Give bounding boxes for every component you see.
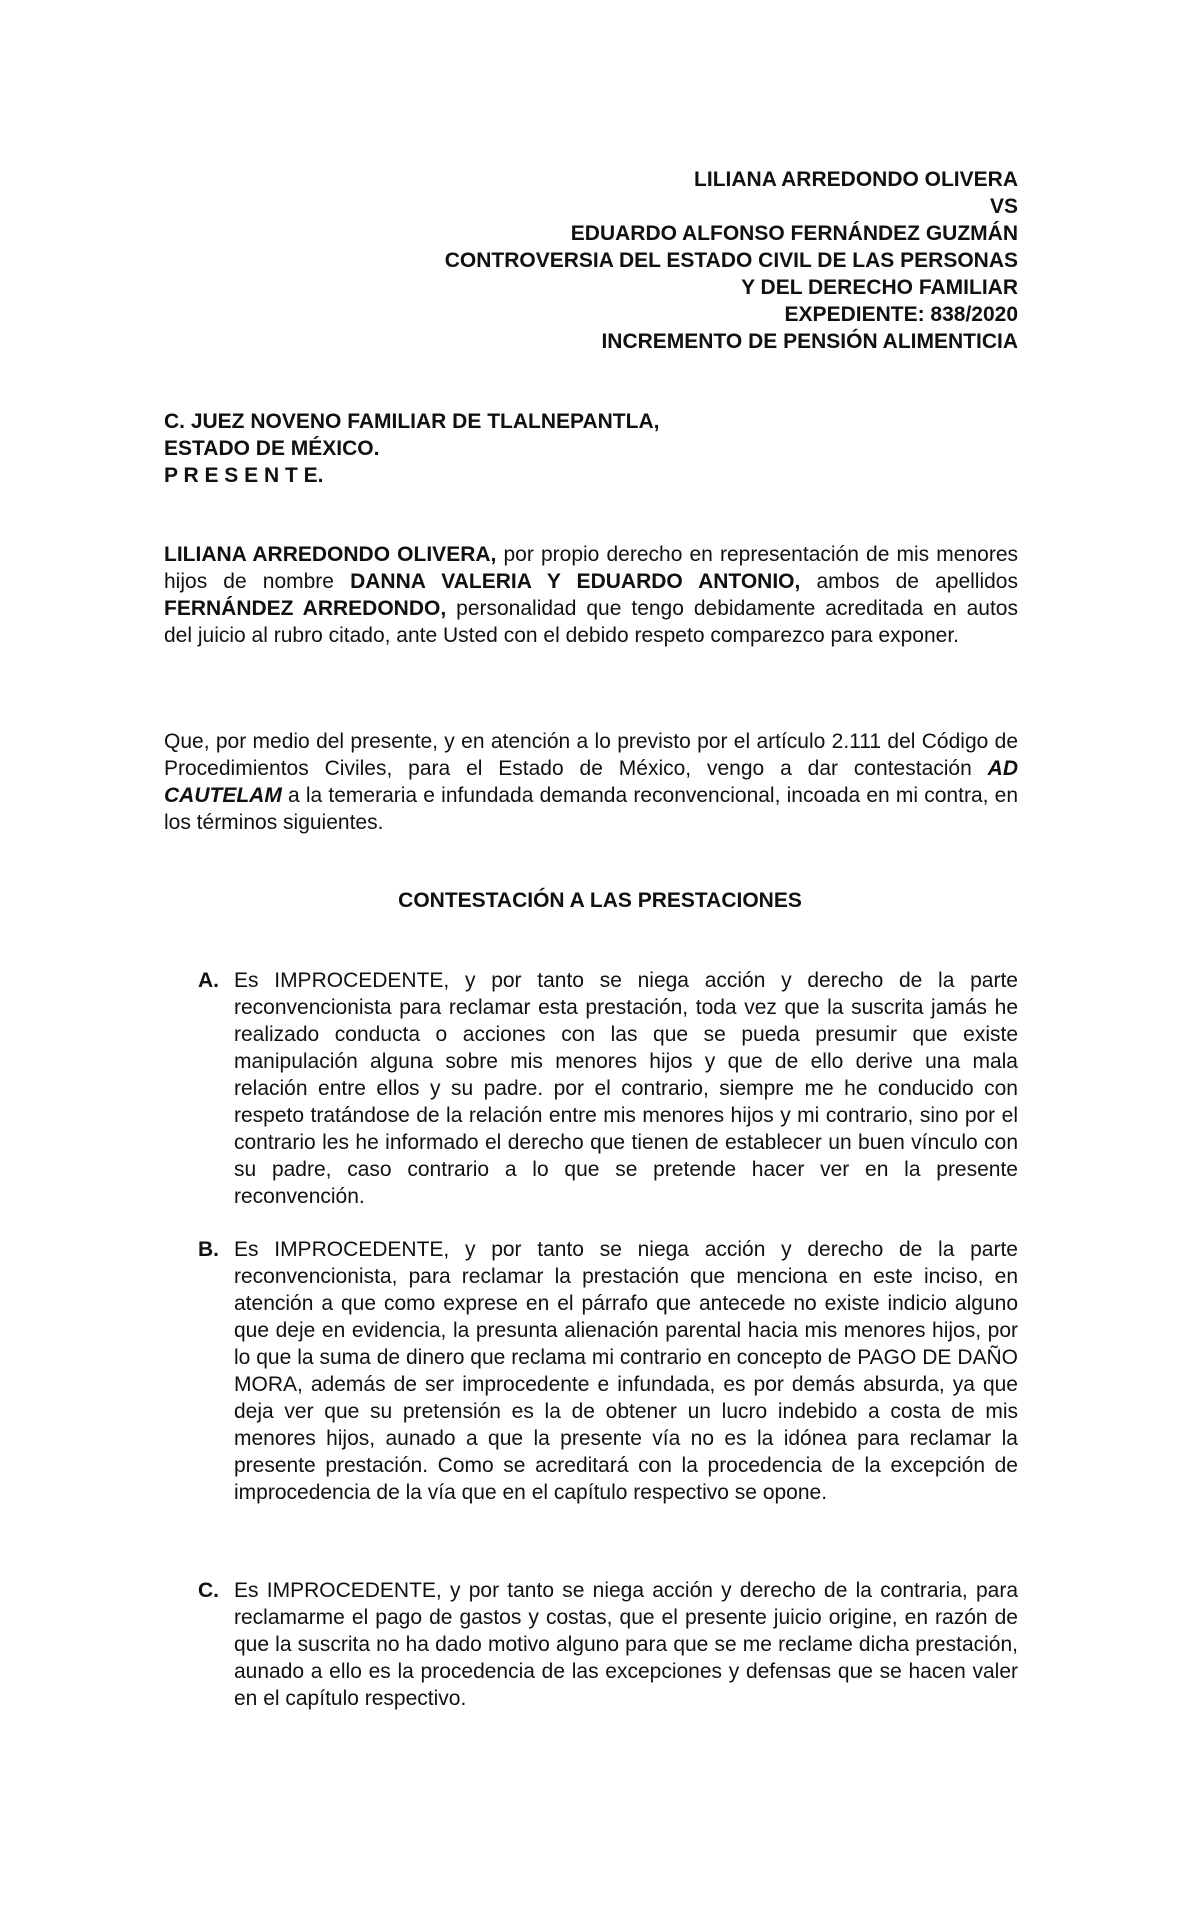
addressee-state: ESTADO DE MÉXICO.	[164, 437, 380, 460]
caption-versus: VS	[989, 195, 1018, 218]
addressee-block	[164, 408, 659, 489]
item-text: Es IMPROCEDENTE, y por tanto se niega acción y derecho de la parte reconvencionista, para reclamar la prestación que menciona en este inciso, en atención a que como exprese en el párrafo que antecede no existe indicio alguno que deje en evidencia, la presunta alienación parental hacia mis menores hijos, por lo que la suma de dinero que reclama mi contrario en concepto de PAGO DE DAÑO MORA, además de ser improcedente e infundada, es por demás absurda, ya que deja ver que su pretensión es la de obtener un lucro indebido a costa de mis menores hijos, aunado a que la presente vía no es la idónea para reclamar la presente prestación. Como se acreditará con la procedencia de la excepción de improcedencia de la vía que en el capítulo respectivo se opone.	[234, 1238, 1018, 1504]
list-item	[198, 967, 1018, 1210]
case-caption	[445, 166, 1018, 355]
addressee-present: P R E S E N T E.	[164, 464, 324, 487]
item-text: Es IMPROCEDENTE, y por tanto se niega acción y derecho de la parte reconvencionista para reclamar esta prestación, toda vez que la suscrita jamás he realizado conducta o acciones con las que se pueda presumir que existe manipulación alguna sobre mis menores hijos y que de ello derive una mala relación entre ellos y su padre. por el contrario, siempre me he conducido con respeto tratándose de la relación entre mis menores hijos y mi contrario, sino por el contrario les he informado el derecho que tienen de establecer un buen vínculo con su padre, caso contrario a lo que se pretende hacer ver en la presente reconvención.	[234, 969, 1018, 1208]
item-letter: A.	[198, 969, 219, 992]
item-text: Es IMPROCEDENTE, y por tanto se niega acción y derecho de la contraria, para reclamarme el pago de gastos y costas, que el presente juicio origine, en razón de que la suscrita no ha dado motivo alguno para que se me reclame dicha prestación, aunado a ello es la procedencia de las excepciones y defensas que se hacen valer en el capítulo respectivo.	[234, 1579, 1018, 1710]
intro-text-3: personalidad que tengo debidamente acreditada en autos del juicio al rubro citado, ante Usted con el debido respeto comparezco para exponer.	[164, 597, 1018, 647]
statement-text-2: a la temeraria e infundada demanda reconvencional, incoada en mi contra, en los términos siguientes.	[164, 784, 1018, 834]
list-item	[198, 1577, 1018, 1712]
statement-text-1: Que, por medio del presente, y en atención a lo previsto por el artículo 2.111 del Código de Procedimientos Civiles, para el Estado de México, vengo a dar contestación	[164, 730, 1018, 780]
intro-paragraph	[164, 541, 1018, 649]
list-item	[198, 1236, 1018, 1506]
statement-emphasis: AD CAUTELAM	[164, 757, 1018, 807]
item-letter: B.	[198, 1238, 219, 1261]
caption-file-number: EXPEDIENTE: 838/2020	[784, 303, 1018, 326]
intro-name: LILIANA ARREDONDO OLIVERA,	[164, 543, 497, 566]
caption-subject: INCREMENTO DE PENSIÓN ALIMENTICIA	[601, 330, 1018, 353]
caption-defendant: EDUARDO ALFONSO FERNÁNDEZ GUZMÁN	[570, 222, 1018, 245]
intro-text-2: ambos de apellidos	[800, 570, 1018, 593]
intro-text-1: por propio derecho en representación de mis menores hijos de nombre	[164, 543, 1019, 593]
statement-paragraph	[164, 728, 1018, 836]
section-title: CONTESTACIÓN A LAS PRESTACIONES	[398, 889, 802, 912]
caption-matter: CONTROVERSIA DEL ESTADO CIVIL DE LAS PERSONAS	[444, 249, 1018, 272]
caption-matter-cont: Y DEL DERECHO FAMILIAR	[741, 276, 1018, 299]
item-letter: C.	[198, 1579, 219, 1602]
intro-surnames: FERNÁNDEZ ARREDONDO,	[164, 597, 447, 620]
caption-plaintiff: LILIANA ARREDONDO OLIVERA	[694, 168, 1018, 191]
intro-children: DANNA VALERIA Y EDUARDO ANTONIO,	[350, 570, 801, 593]
addressee-judge: C. JUEZ NOVENO FAMILIAR DE TLALNEPANTLA,	[164, 410, 660, 433]
